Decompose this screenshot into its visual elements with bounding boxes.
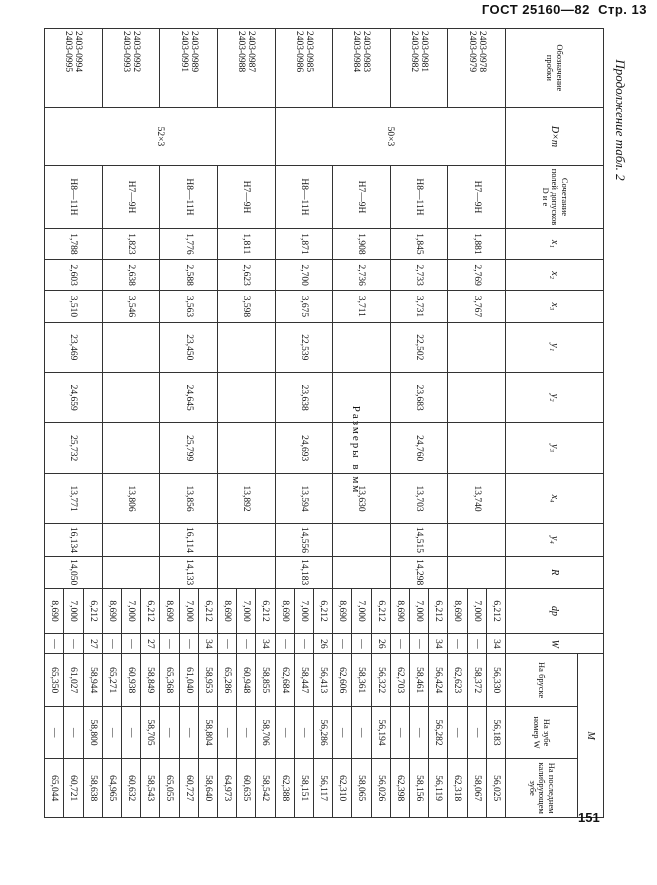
table-body — [45, 29, 506, 818]
dp-cell: 8,690 — [390, 588, 409, 633]
header-dp: dр — [506, 588, 604, 633]
m-last-cell: 60,721 — [64, 759, 83, 818]
y4-cell: 14,515 — [390, 524, 448, 556]
table-row — [486, 29, 505, 818]
m-last-cell: 62,388 — [275, 759, 294, 818]
w-cell: — — [217, 634, 236, 654]
m-tooth-cell: — — [217, 706, 236, 758]
header-y2: y₂ — [506, 372, 604, 422]
y4-cell: 14,556 — [275, 524, 333, 556]
header-m-tooth: На зубе номер W — [506, 706, 578, 758]
m-tooth-cell: — — [275, 706, 294, 758]
m-tooth-cell: — — [160, 706, 179, 758]
x2-cell: 2,623 — [217, 260, 275, 291]
m-tooth-cell: — — [448, 706, 467, 758]
y1-cell: 23,450 — [160, 322, 218, 372]
header-designation: Обозначение пробки — [506, 29, 604, 108]
designation-code: 2403-0994 — [73, 31, 84, 73]
y4-cell: 16,114 — [160, 524, 218, 556]
standard-number: ГОСТ 25160—82 — [481, 2, 590, 17]
x2-cell: 2,769 — [448, 260, 506, 291]
w-cell: 34 — [256, 634, 275, 654]
dp-cell: 8,690 — [275, 588, 294, 633]
m-tooth-cell: — — [121, 706, 140, 758]
m-last-cell: 62,318 — [448, 759, 467, 818]
y1-cell: 22,539 — [275, 322, 333, 372]
dp-cell: 6,212 — [141, 588, 160, 633]
header-m-rod: На бруске — [506, 654, 578, 706]
w-cell: — — [179, 634, 198, 654]
y2-cell — [448, 372, 506, 422]
tolerance-cell: H8—11H — [160, 166, 218, 229]
m-rod-cell: 58,372 — [467, 654, 486, 706]
m-last-cell: 58,543 — [141, 759, 160, 818]
m-tooth-cell: — — [409, 706, 428, 758]
x2-cell: 2,638 — [102, 260, 160, 291]
x1-cell: 1,788 — [45, 228, 103, 259]
y4-cell — [333, 524, 391, 556]
r-cell: 14,050 — [45, 556, 103, 588]
m-last-cell: 65,055 — [160, 759, 179, 818]
m-last-cell: 58,067 — [467, 759, 486, 818]
tolerance-cell: H7—9H — [448, 166, 506, 229]
m-last-cell: 64,973 — [217, 759, 236, 818]
w-cell: 34 — [198, 634, 217, 654]
m-rod-cell: 62,623 — [448, 654, 467, 706]
x1-cell: 1,845 — [390, 228, 448, 259]
m-tooth-cell: — — [390, 706, 409, 758]
m-last-cell: 65,044 — [45, 759, 64, 818]
dp-cell: 7,000 — [64, 588, 83, 633]
w-cell: 26 — [313, 634, 332, 654]
m-rod-cell: 62,684 — [275, 654, 294, 706]
m-last-cell: 62,398 — [390, 759, 409, 818]
x4-cell: 13,856 — [160, 473, 218, 523]
tolerance-cell: H8—11H — [45, 166, 103, 229]
m-last-cell: 60,727 — [179, 759, 198, 818]
rotated-table-sheet — [44, 28, 604, 818]
m-rod-cell: 62,606 — [333, 654, 352, 706]
m-last-cell: 58,542 — [256, 759, 275, 818]
m-last-cell: 58,638 — [83, 759, 102, 818]
designation-code: 2403-0979 — [466, 31, 477, 73]
designation-code: 2403-0989 — [188, 31, 199, 73]
x2-cell: 2,700 — [275, 260, 333, 291]
y3-cell — [333, 423, 391, 473]
y2-cell: 24,645 — [160, 372, 218, 422]
tolerance-cell: H8—11H — [275, 166, 333, 229]
w-cell: — — [102, 634, 121, 654]
w-cell: 27 — [141, 634, 160, 654]
y2-cell — [102, 372, 160, 422]
x4-cell: 13,892 — [217, 473, 275, 523]
x3-cell: 3,546 — [102, 291, 160, 322]
w-cell: — — [390, 634, 409, 654]
m-tooth-cell: — — [102, 706, 121, 758]
dp-cell: 6,212 — [198, 588, 217, 633]
m-rod-cell: 56,424 — [429, 654, 448, 706]
w-cell: — — [121, 634, 140, 654]
dp-cell: 7,000 — [179, 588, 198, 633]
dp-cell: 6,212 — [429, 588, 448, 633]
page-number: 151 — [578, 810, 600, 825]
m-last-cell: 60,632 — [121, 759, 140, 818]
m-last-cell: 58,151 — [294, 759, 313, 818]
dimensions-caption: Размеры в мм — [350, 405, 362, 495]
y2-cell — [217, 372, 275, 422]
dp-cell: 8,690 — [217, 588, 236, 633]
m-tooth-cell: — — [352, 706, 371, 758]
m-last-cell: 56,025 — [486, 759, 505, 818]
header-tolerance: Сочетание полей допусков D и e — [506, 166, 604, 229]
m-rod-cell: 58,361 — [352, 654, 371, 706]
dp-cell: 8,690 — [160, 588, 179, 633]
dp-cell: 7,000 — [467, 588, 486, 633]
dp-cell: 6,212 — [83, 588, 102, 633]
x2-cell: 2,603 — [45, 260, 103, 291]
y4-cell — [102, 524, 160, 556]
x1-cell: 1,871 — [275, 228, 333, 259]
y3-cell: 25,732 — [45, 423, 103, 473]
m-tooth-cell: — — [237, 706, 256, 758]
dp-cell: 8,690 — [102, 588, 121, 633]
designation-code: 2403-0995 — [63, 31, 74, 73]
header-y1: y₁ — [506, 322, 604, 372]
x1-cell: 1,881 — [448, 228, 506, 259]
designation-cell — [275, 29, 333, 108]
x4-cell: 13,740 — [448, 473, 506, 523]
m-rod-cell: 65,286 — [217, 654, 236, 706]
x3-cell: 3,563 — [160, 291, 218, 322]
m-tooth-cell: 58,804 — [198, 706, 217, 758]
m-last-cell: 58,640 — [198, 759, 217, 818]
dp-cell: 8,690 — [45, 588, 64, 633]
page-label: Стр. 13 — [598, 2, 647, 17]
m-last-cell: 56,119 — [429, 759, 448, 818]
m-tooth-cell: 58,706 — [256, 706, 275, 758]
y2-cell: 24,659 — [45, 372, 103, 422]
y2-cell: 23,638 — [275, 372, 333, 422]
designation-code: 2403-0992 — [131, 31, 142, 73]
w-cell: — — [409, 634, 428, 654]
y1-cell — [333, 322, 391, 372]
m-rod-cell: 58,447 — [294, 654, 313, 706]
x3-cell: 3,767 — [448, 291, 506, 322]
x1-cell: 1,811 — [217, 228, 275, 259]
header-dxm: D×m — [506, 107, 604, 166]
m-rod-cell: 58,953 — [198, 654, 217, 706]
m-rod-cell: 56,330 — [486, 654, 505, 706]
r-cell — [102, 556, 160, 588]
header-x4: x₄ — [506, 473, 604, 523]
dp-cell: 8,690 — [333, 588, 352, 633]
header-y3: y₃ — [506, 423, 604, 473]
x2-cell: 2,588 — [160, 260, 218, 291]
m-last-cell: 58,156 — [409, 759, 428, 818]
y3-cell — [217, 423, 275, 473]
x3-cell: 3,711 — [333, 291, 391, 322]
y4-cell: 16,134 — [45, 524, 103, 556]
w-cell: — — [467, 634, 486, 654]
w-cell: — — [294, 634, 313, 654]
w-cell: — — [237, 634, 256, 654]
header-y4: y₄ — [506, 524, 604, 556]
w-cell: — — [45, 634, 64, 654]
r-cell: 14,298 — [390, 556, 448, 588]
m-tooth-cell: — — [294, 706, 313, 758]
m-tooth-cell: — — [333, 706, 352, 758]
m-rod-cell: 62,703 — [390, 654, 409, 706]
dp-cell: 6,212 — [313, 588, 332, 633]
dp-cell: 8,690 — [448, 588, 467, 633]
dp-cell: 7,000 — [352, 588, 371, 633]
designation-cell — [45, 29, 103, 108]
dp-cell: 6,212 — [256, 588, 275, 633]
x3-cell: 3,598 — [217, 291, 275, 322]
m-tooth-cell: — — [179, 706, 198, 758]
dp-cell: 6,212 — [486, 588, 505, 633]
x3-cell: 3,675 — [275, 291, 333, 322]
m-tooth-cell: 56,183 — [486, 706, 505, 758]
dp-cell: 7,000 — [409, 588, 428, 633]
designation-cell — [390, 29, 448, 108]
r-cell — [217, 556, 275, 588]
m-last-cell: 56,117 — [313, 759, 332, 818]
m-rod-cell: 56,413 — [313, 654, 332, 706]
m-rod-cell: 58,855 — [256, 654, 275, 706]
designation-code: 2403-0991 — [178, 31, 189, 73]
designation-code: 2403-0987 — [246, 31, 257, 73]
y3-cell: 24,760 — [390, 423, 448, 473]
m-last-cell: 58,065 — [352, 759, 371, 818]
y4-cell — [217, 524, 275, 556]
m-tooth-cell: — — [467, 706, 486, 758]
y1-cell: 23,469 — [45, 322, 103, 372]
size-cell: 52×3 — [45, 107, 276, 166]
m-tooth-cell: 56,286 — [313, 706, 332, 758]
w-cell: — — [64, 634, 83, 654]
designation-code: 2403-0978 — [476, 31, 487, 73]
tolerance-cell: H7—9H — [333, 166, 391, 229]
m-rod-cell: 56,322 — [371, 654, 390, 706]
x4-cell: 13,771 — [45, 473, 103, 523]
header-m-last: На последнем калибрующем зубе — [506, 759, 578, 818]
designation-cell — [102, 29, 160, 108]
designation-cell — [160, 29, 218, 108]
y4-cell — [448, 524, 506, 556]
dimensions-table — [44, 28, 604, 818]
tolerance-cell: H8—11H — [390, 166, 448, 229]
w-cell: 34 — [486, 634, 505, 654]
m-last-cell: 60,635 — [237, 759, 256, 818]
y2-cell: 23,683 — [390, 372, 448, 422]
designation-code: 2403-0984 — [351, 31, 362, 73]
x4-cell: 13,806 — [102, 473, 160, 523]
dp-cell: 6,212 — [371, 588, 390, 633]
header-x2: x₂ — [506, 260, 604, 291]
designation-cell — [333, 29, 391, 108]
y1-cell — [217, 322, 275, 372]
x2-cell: 2,736 — [333, 260, 391, 291]
m-rod-cell: 58,849 — [141, 654, 160, 706]
r-cell — [333, 556, 391, 588]
w-cell: 34 — [429, 634, 448, 654]
x1-cell: 1,823 — [102, 228, 160, 259]
w-cell: — — [160, 634, 179, 654]
header-m: M — [578, 654, 604, 818]
r-cell — [448, 556, 506, 588]
y1-cell — [102, 322, 160, 372]
m-tooth-cell: 56,194 — [371, 706, 390, 758]
w-cell: — — [352, 634, 371, 654]
dp-cell: 7,000 — [294, 588, 313, 633]
m-rod-cell: 60,938 — [121, 654, 140, 706]
size-cell: 50×3 — [275, 107, 505, 166]
m-tooth-cell: — — [64, 706, 83, 758]
dp-cell: 7,000 — [237, 588, 256, 633]
x1-cell: 1,776 — [160, 228, 218, 259]
designation-code: 2403-0983 — [361, 31, 372, 73]
w-cell: — — [448, 634, 467, 654]
y2-cell — [333, 372, 391, 422]
r-cell: 14,183 — [275, 556, 333, 588]
m-last-cell: 64,965 — [102, 759, 121, 818]
m-last-cell: 62,310 — [333, 759, 352, 818]
x4-cell: 13,630 — [333, 473, 391, 523]
m-tooth-cell: 56,282 — [429, 706, 448, 758]
w-cell: — — [275, 634, 294, 654]
x1-cell: 1,908 — [333, 228, 391, 259]
m-tooth-cell: 58,705 — [141, 706, 160, 758]
x4-cell: 13,594 — [275, 473, 333, 523]
y3-cell: 24,693 — [275, 423, 333, 473]
w-cell: 26 — [371, 634, 390, 654]
y3-cell — [102, 423, 160, 473]
tolerance-cell: H7—9H — [102, 166, 160, 229]
designation-code: 2403-0981 — [419, 31, 430, 73]
header-x1: x₁ — [506, 228, 604, 259]
continuation-caption: Продолжение табл. 2 — [613, 59, 628, 181]
m-tooth-cell: 58,800 — [83, 706, 102, 758]
r-cell: 14,133 — [160, 556, 218, 588]
y3-cell — [448, 423, 506, 473]
m-rod-cell: 61,027 — [64, 654, 83, 706]
x2-cell: 2,733 — [390, 260, 448, 291]
m-rod-cell: 58,944 — [83, 654, 102, 706]
m-rod-cell: 65,368 — [160, 654, 179, 706]
x4-cell: 13,703 — [390, 473, 448, 523]
m-rod-cell: 60,948 — [237, 654, 256, 706]
header-x3: x₃ — [506, 291, 604, 322]
header-w: W — [506, 634, 604, 654]
m-rod-cell: 65,271 — [102, 654, 121, 706]
m-rod-cell: 58,461 — [409, 654, 428, 706]
y3-cell: 25,799 — [160, 423, 218, 473]
designation-code: 2403-0982 — [409, 31, 420, 73]
page-header — [482, 2, 647, 17]
designation-cell — [217, 29, 275, 108]
w-cell: 27 — [83, 634, 102, 654]
m-rod-cell: 65,350 — [45, 654, 64, 706]
m-rod-cell: 61,040 — [179, 654, 198, 706]
designation-code: 2403-0986 — [293, 31, 304, 73]
y1-cell: 22,502 — [390, 322, 448, 372]
y1-cell — [448, 322, 506, 372]
designation-cell — [448, 29, 506, 108]
x3-cell: 3,510 — [45, 291, 103, 322]
m-last-cell: 56,026 — [371, 759, 390, 818]
designation-code: 2403-0988 — [236, 31, 247, 73]
table-row — [256, 29, 275, 818]
tolerance-cell: H7—9H — [217, 166, 275, 229]
header-r: R — [506, 556, 604, 588]
designation-code: 2403-0993 — [121, 31, 132, 73]
x3-cell: 3,731 — [390, 291, 448, 322]
m-tooth-cell: — — [45, 706, 64, 758]
designation-code: 2403-0985 — [303, 31, 314, 73]
dp-cell: 7,000 — [121, 588, 140, 633]
w-cell: — — [333, 634, 352, 654]
